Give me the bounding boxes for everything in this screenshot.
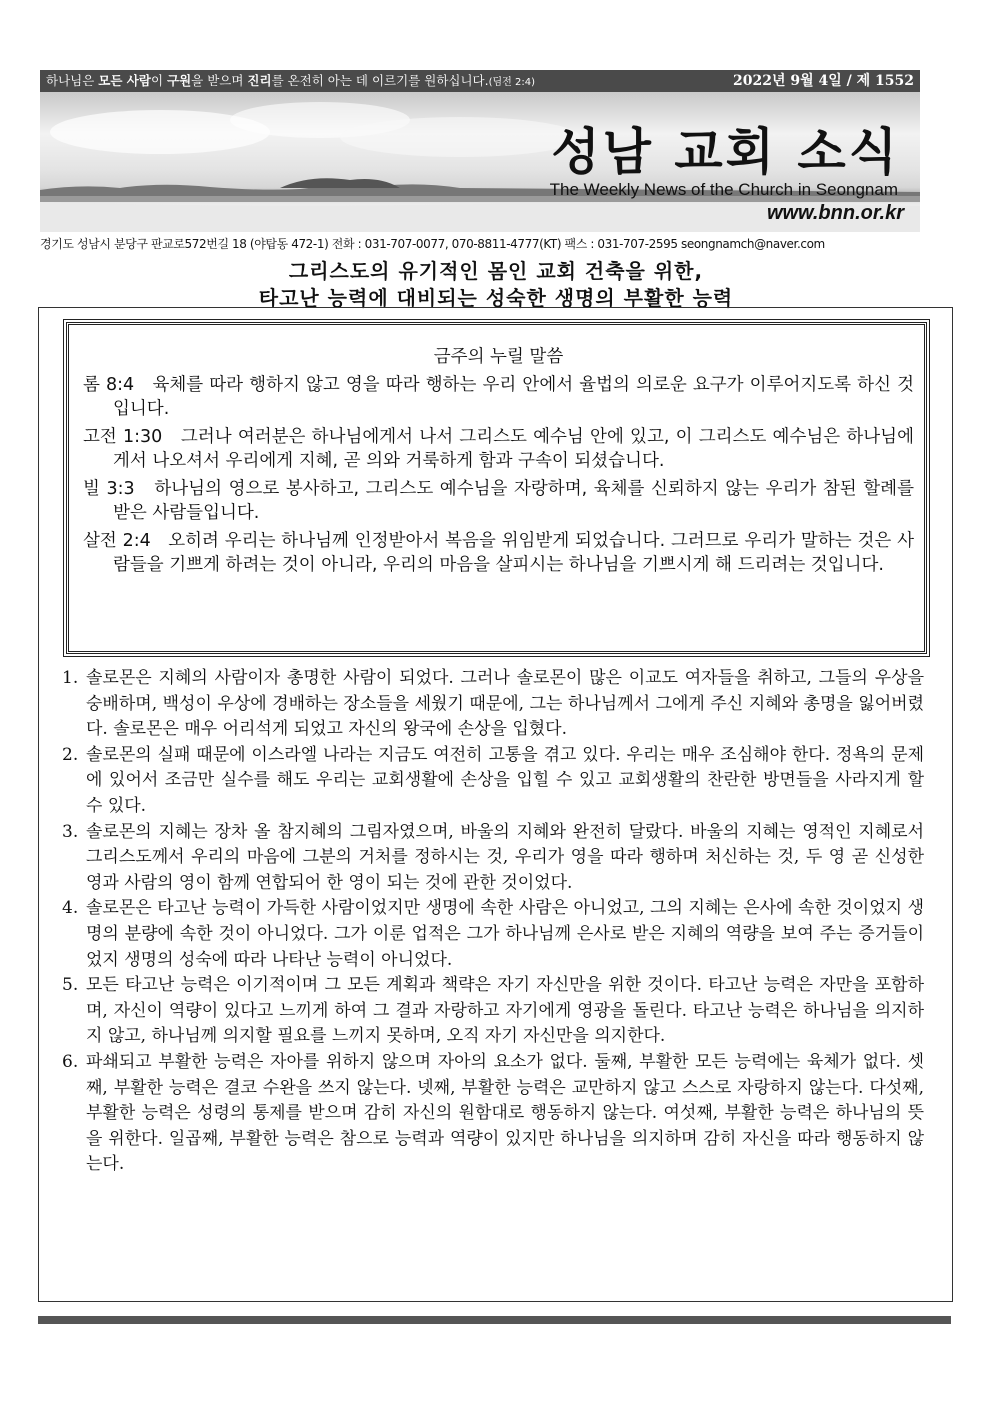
masthead-banner: [40, 92, 920, 232]
verse-box: [66, 322, 927, 654]
masthead-title: 성남 교회 소식: [551, 123, 900, 181]
list-item: 5. 모든 타고난 능력은 이기적이며 그 모든 계획과 책략은 자기 자신만을 위한 것이다. 타고난 능력은 자만을 포함하며, 자신이 역량이 있다고 느끼게 하여 그 결과 자랑하고 자기에게 영광을 돌린다. 타고난 능력은 하나님을 의지하지 않고, 하나님께 의지할 필요를 느끼지 못하며, 오직 자기 자신만을 의지한다.: [62, 975, 924, 1047]
masthead-subtitle: The Weekly News of the Church in Seongnam: [549, 180, 898, 199]
headline-line-1: 그리스도의 유기적인 몸인 교회 건축을 위한,: [288, 259, 704, 283]
verse-item: 롬 8:4 육체를 따라 행하지 않고 영을 따라 행하는 우리 안에서 율법의 의로운 요구가 이루어지도록 하신 것입니다.: [83, 375, 914, 419]
list-item: 4. 솔로몬은 타고난 능력이 가득한 사람이었지만 생명에 속한 사람은 아니었고, 그의 지혜는 은사에 속한 것이었지 생명의 분량에 속한 것이 아니었다. 그가 이룬 업적은 그가 하나님께 은사로 받은 지혜의 역량을 보여 주는 증거들이었지 생명의 성숙에 따라 나타난 능력이 아니었다.: [62, 898, 924, 970]
website-link[interactable]: www.bnn.or.kr: [766, 202, 904, 224]
verse-item: 고전 1:30 그러나 여러분은 하나님에게서 나서 그리스도 예수님 안에 있고, 이 그리스도 예수님은 하나님에게서 나오셔서 우리에게 지혜, 곧 의와 거룩하게 함과 구속이 되셨습니다.: [83, 427, 914, 471]
list-item: 6. 파쇄되고 부활한 능력은 자아를 위하지 않으며 자아의 요소가 없다. 둘째, 부활한 모든 능력에는 육체가 없다. 셋째, 부활한 능력은 결코 수완을 쓰지 않는다. 넷째, 부활한 능력은 교만하지 않고 스스로 자랑하지 않는다. 다섯째, 부활한 능력은 성령의 통제를 받으며 감히 자신의 원함대로 행동하지 않는다. 여섯째, 부활한 능력은 하나님의 뜻을 위한다. 일곱째, 부활한 능력은 참으로 능력과 역량이 있지만 하나님을 의지하며 감히 자신을 따라 행동하지 않는다.: [62, 1051, 924, 1175]
top-bar: [40, 70, 920, 92]
list-item: 3. 솔로몬의 지혜는 장차 올 참지혜의 그림자였으며, 바울의 지혜와 완전히 달랐다. 바울의 지혜는 영적인 지혜로서 그리스도께서 우리의 마음에 그분의 거처를 정하시는 것, 우리가 영을 따라 행하며 처신하는 것, 두 영 곧 신성한 영과 사람의 영이 함께 연합되어 한 영이 되는 것에 관한 것이었다.: [62, 821, 924, 893]
verse-item: 빌 3:3 하나님의 영으로 봉사하고, 그리스도 예수님을 자랑하며, 육체를 신뢰하지 않는 우리가 참된 할례를 받은 사람들입니다.: [83, 479, 914, 523]
verse-item: 살전 2:4 오히려 우리는 하나님께 인정받아서 복음을 위임받게 되었습니다. 그러므로 우리가 말하는 것은 사람들을 기쁘게 하려는 것이 아니라, 우리의 마음을 살피시는 하나님을 기쁘시게 해 드리려는 것입니다.: [83, 531, 914, 575]
message-points: [62, 666, 924, 1178]
motto: 하나님은 모든 사람이 구원을 받으며 진리를 온전히 아는 데 이르기를 원하십니다.(딤전 2:4): [46, 73, 536, 88]
list-item: 2. 솔로몬의 실패 때문에 이스라엘 나라는 지금도 여전히 고통을 겪고 있다. 우리는 매우 조심해야 한다. 정욕의 문제에 있어서 조금만 실수를 해도 우리는 교회생활에 손상을 입힐 수 있고 교회생활의 찬란한 방면들을 사라지게 할 수 있다.: [62, 744, 924, 816]
contact-line: 경기도 성남시 분당구 판교로572번길 18 (야탑동 472-1) 전화 : 031-707-0077, 070-8811-4777(KT) 팩스 : 031-707-2595 seongnamch@naver.com: [40, 237, 825, 251]
issue-date: 2022년 9월 4일 / 제 1552: [733, 73, 914, 89]
headline-line-2: 타고난 능력에 대비되는 성숙한 생명의 부활한 능력: [258, 286, 734, 310]
verse-box-title: 금주의 누릴 말씀: [433, 347, 564, 367]
list-item: 1. 솔로몬은 지혜의 사람이자 총명한 사람이 되었다. 그러나 솔로몬이 많은 이교도 여자들을 취하고, 그들의 우상을 숭배하며, 백성이 우상에 경배하는 장소들을 세웠기 때문에, 그는 하나님께서 그에게 주신 지혜와 총명을 잃어버렸다. 솔로몬은 매우 어리석게 되었고 자신의 왕국에 손상을 입혔다.: [62, 668, 924, 740]
bottom-divider: [38, 1316, 951, 1324]
